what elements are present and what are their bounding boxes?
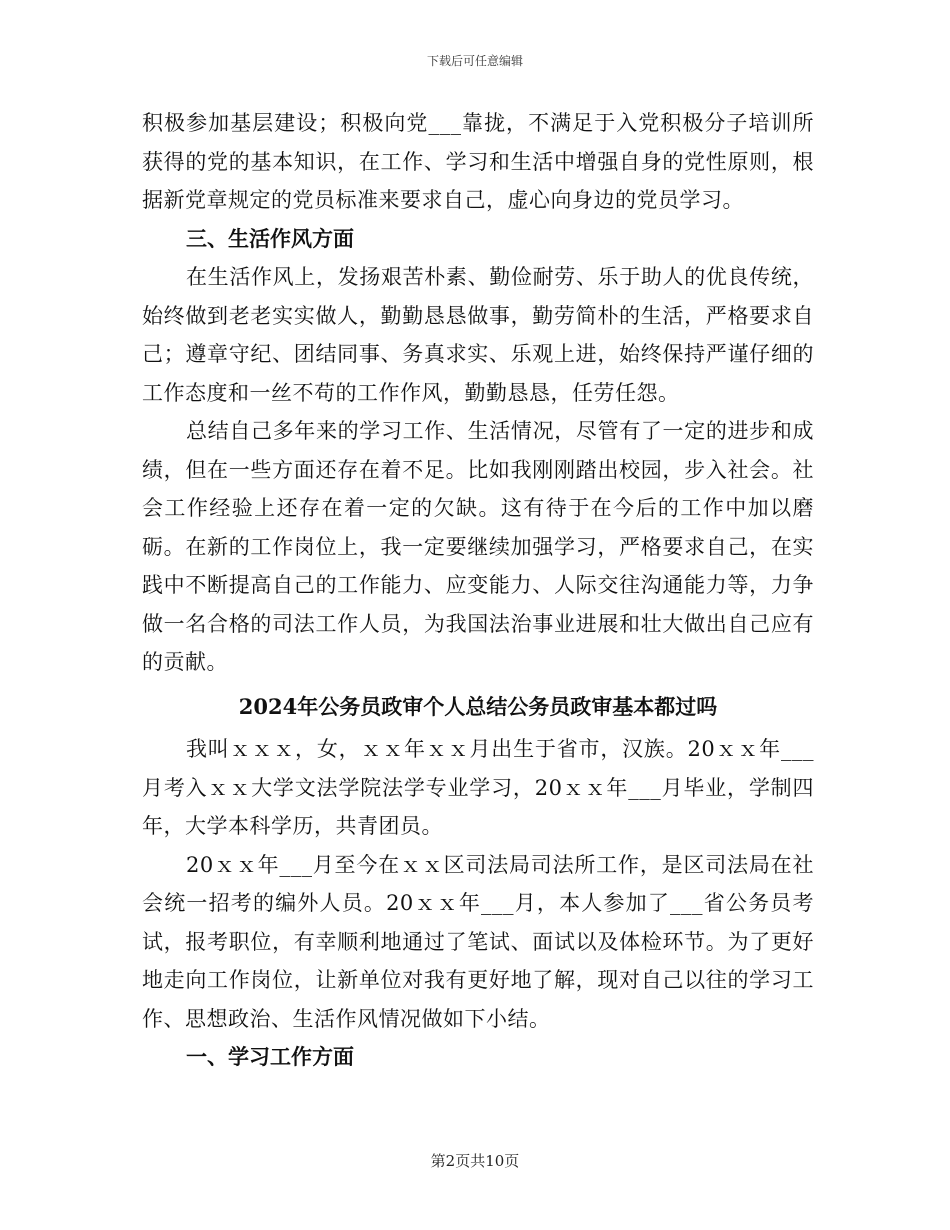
document-title: 2024年公务员政审个人总结公务员政审基本都过吗 [238,693,718,719]
paragraph-summary: 总结自己多年来的学习工作、生活情况，尽管有了一定的进步和成绩，但在一些方面还存在着不足。比如我刚刚踏出校园，步入社会。社会工作经验上还存在着一定的欠缺。这有待于在今后的工作中加以磨砺。在新的工作岗位上，我一定要继续加强学习，严格要求自己，在实践中不断提高自己的工作能力、应变能力、人际交往沟通能力等，力争做一名合格的司法工作人员，为我国法治事业进展和壮大做出自己应有的贡献。 [142,419,814,674]
paragraph-work-history: 20ｘｘ年___月至今在ｘｘ区司法局司法所工作，是区司法局在社会统一招考的编外人员。20ｘｘ年___月，本人参加了___省公务员考试，报考职位，有幸顺利地通过了笔试、面试以及体检环节。为了更好地走向工作岗位，让新单位对我有更好地了解，现对自己以往的学习工作、思想政治、生活作风情况做如下小结。 [142,852,814,1031]
document-body [142,104,814,1077]
section-heading-lifestyle: 三、生活作风方面 [186,225,354,251]
paragraph-intro: 我叫ｘｘｘ，女，ｘｘ年ｘｘ月出生于省市，汉族。20ｘｘ年___月考入ｘｘ大学文法学院法学专业学习，20ｘｘ年___月毕业，学制四年，大学本科学历，共青团员。 [142,737,814,838]
section-heading-study-work: 一、学习工作方面 [186,1044,354,1069]
page-header: 下载后可任意编辑 [426,54,523,68]
paragraph-party-building: 积极参加基层建设；积极向党___靠拢，不满足于入党积极分子培训所获得的党的基本知识，在工作、学习和生活中增强自身的党性原则，根据新党章规定的党员标准来要求自己，虚心向身边的党员学习。 [142,111,814,212]
paragraph-lifestyle: 在生活作风上，发扬艰苦朴素、勤俭耐劳、乐于助人的优良传统，始终做到老老实实做人，勤勤恳恳做事，勤劳简朴的生活，严格要求自己；遵章守纪、团结同事、务真求实、乐观上进，始终保持严谨仔细的工作态度和一丝不苟的工作作风，勤勤恳恳，任劳任怨。 [142,265,814,405]
page-footer: 第2页共10页 [430,1152,520,1170]
